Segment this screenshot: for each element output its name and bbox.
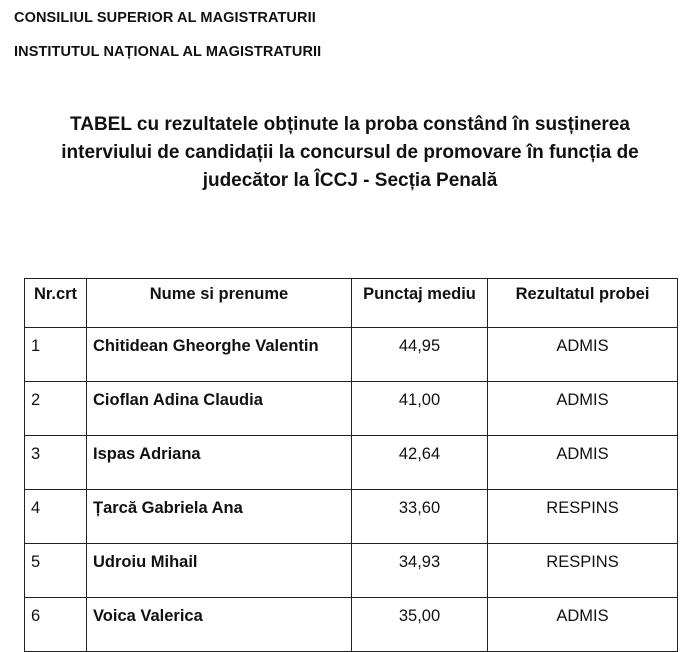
row-number: 2 bbox=[25, 382, 87, 436]
table-row bbox=[25, 382, 678, 436]
table-row bbox=[25, 328, 678, 382]
title-line-2: interviului de candidații la concursul de promovare în funcția de bbox=[61, 142, 639, 163]
test-result: ADMIS bbox=[488, 382, 678, 436]
candidate-name: Țarcă Gabriela Ana bbox=[87, 490, 352, 544]
document-title bbox=[20, 111, 680, 195]
table-row bbox=[25, 544, 678, 598]
table-row bbox=[25, 490, 678, 544]
candidate-name: Chitidean Gheorghe Valentin bbox=[87, 328, 352, 382]
test-result: RESPINS bbox=[488, 544, 678, 598]
title-line-1: TABEL cu rezultatele obținute la proba constând în susținerea bbox=[70, 114, 630, 135]
test-result: ADMIS bbox=[488, 598, 678, 652]
table-header-row bbox=[25, 279, 678, 328]
candidate-name: Voica Valerica bbox=[87, 598, 352, 652]
column-header-score: Punctaj mediu bbox=[352, 279, 488, 328]
test-result: ADMIS bbox=[488, 436, 678, 490]
average-score: 34,93 bbox=[352, 544, 488, 598]
test-result: RESPINS bbox=[488, 490, 678, 544]
average-score: 42,64 bbox=[352, 436, 488, 490]
institution-header-csm: CONSILIUL SUPERIOR AL MAGISTRATURII bbox=[14, 10, 316, 26]
column-header-result: Rezultatul probei bbox=[488, 279, 678, 328]
average-score: 41,00 bbox=[352, 382, 488, 436]
table-row bbox=[25, 436, 678, 490]
institution-header-inm: INSTITUTUL NAȚIONAL AL MAGISTRATURII bbox=[14, 44, 322, 60]
title-line-3: judecător la ÎCCJ - Secția Penală bbox=[202, 170, 498, 191]
average-score: 44,95 bbox=[352, 328, 488, 382]
results-table bbox=[24, 278, 678, 652]
column-header-nr: Nr.crt bbox=[25, 279, 87, 328]
row-number: 3 bbox=[25, 436, 87, 490]
row-number: 4 bbox=[25, 490, 87, 544]
column-header-name: Nume si prenume bbox=[87, 279, 352, 328]
row-number: 1 bbox=[25, 328, 87, 382]
row-number: 5 bbox=[25, 544, 87, 598]
table-row bbox=[25, 598, 678, 652]
average-score: 33,60 bbox=[352, 490, 488, 544]
test-result: ADMIS bbox=[488, 328, 678, 382]
candidate-name: Cioflan Adina Claudia bbox=[87, 382, 352, 436]
average-score: 35,00 bbox=[352, 598, 488, 652]
candidate-name: Ispas Adriana bbox=[87, 436, 352, 490]
candidate-name: Udroiu Mihail bbox=[87, 544, 352, 598]
row-number: 6 bbox=[25, 598, 87, 652]
